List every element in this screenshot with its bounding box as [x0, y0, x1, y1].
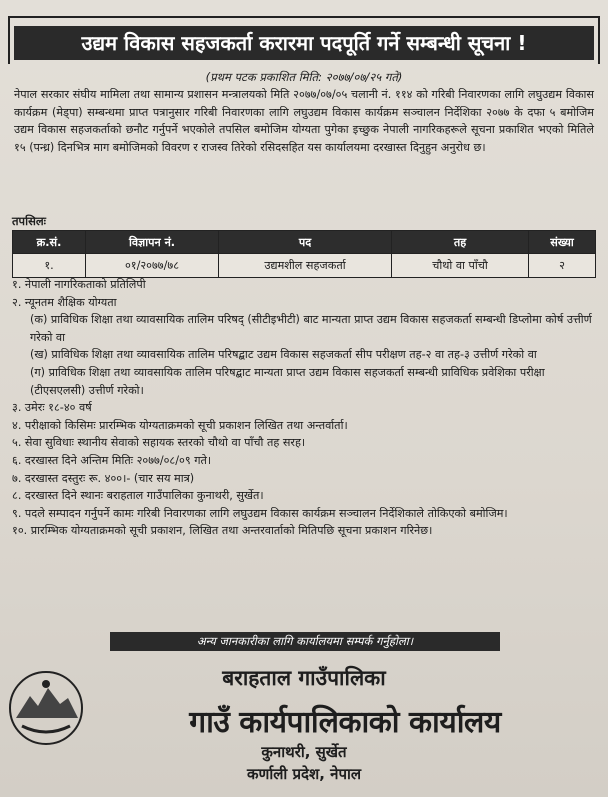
col-post: पद — [219, 231, 392, 254]
notice-body — [14, 86, 594, 156]
col-ad-no: विज्ञापन नं. — [86, 231, 219, 254]
req-5: ५. सेवा सुविधाः स्थानीय सेवाको सहायक स्तरको चौथो वा पाँचौ तह सरह। — [12, 436, 306, 450]
req-9: ९. पदले सम्पादन गर्नुपर्ने कामः गरिबी निवारणका लागि लघुउद्यम विकास कार्यक्रम सञ्चालन निर्देशिकाले तोकिएको बमोजिम। — [12, 506, 508, 520]
office-province: कर्णाली प्रदेश, नेपाल — [246, 765, 362, 783]
municipality-name: बराहताल गाउँपालिका — [222, 666, 386, 690]
req-2b: (ख) प्राविधिक शिक्षा तथा व्यावसायिक तालिम परिषद्बाट उद्यम विकास सहजकर्ता सीप परीक्षण तह-२ वा तह-३ उत्तीर्ण गरेको वा — [30, 348, 537, 362]
notice-title: उद्यम विकास सहजकर्ता करारमा पदपूर्ति गर्ने सम्बन्धी सूचना ! — [14, 26, 594, 60]
col-count: संख्या — [529, 231, 596, 254]
cell-sn: १. — [13, 254, 86, 278]
cell-level: चौथो वा पाँचौ — [392, 254, 529, 278]
req-4: ४. परीक्षाको किसिमः प्रारम्भिक योग्यताक्रमको सूची प्रकाशन लिखित तथा अन्तर्वार्ता। — [12, 418, 348, 432]
req-7: ७. दरखास्त दस्तुरः रू. ४००।- (चार सय मात्र) — [12, 471, 195, 485]
cell-post: उद्यमशील सहजकर्ता — [219, 254, 392, 278]
req-2: २. न्यूनतम शैक्षिक योग्यता — [12, 295, 117, 309]
cell-count: २ — [529, 254, 596, 278]
vacancy-table — [12, 230, 596, 278]
req-10: १०. प्रारम्भिक योग्यताक्रमको सूची प्रकाशन, लिखित तथा अन्तरवार्ताको मितिपछि सूचना प्रकाशन गरिनेछ। — [12, 524, 433, 538]
req-1: १. नेपाली नागरिकताको प्रतिलिपी — [12, 278, 146, 291]
contact-banner: अन्य जानकारीका लागि कार्यालयमा सम्पर्क गर्नुहोला। — [110, 632, 500, 651]
office-address: कुनाथरी, सुर्खेत — [261, 743, 347, 761]
req-3: ३. उमेरः १८-४० वर्ष — [12, 401, 92, 415]
req-2a: (क) प्राविधिक शिक्षा तथा व्यावसायिक तालिम परिषद् (सीटीइभीटी) बाट मान्यता प्राप्त उद्यम विकास सहजकर्ता सम्बन्धी डिप्लोमा कोर्ष उत्तीर्ण गरेको वा — [30, 313, 592, 344]
req-6: ६. दरखास्त दिने अन्तिम मितिः २०७७/०८/०९ गते। — [12, 453, 212, 467]
cell-ad-no: ०१/२०७७/७८ — [86, 254, 219, 278]
body-paragraph: नेपाल सरकार संघीय मामिला तथा सामान्य प्रशासन मन्त्रालयको मिति २०७७/०७/०५ चलानी नं. ११४ को गरिबी निवारणका लागि लघुउद्यम विकास कार्यक्रम (मेड्पा) सम्बन्धमा प्राप्त पत्रानुसार गरिबी निवारणका लागि लघुउद्यम विकास कार्यक्रम सञ्चालन निर्देशिका २०७७ के दफा ५ बमोजिम उद्यम विकास सहजकर्ताको छनौट गर्नुपर्ने भएकोले तपसिल बमोजिम योग्यता पुगेका इच्छुक नेपाली नागरिकहरूले सूचना प्रकाशित भएको मितिले १५ (पन्ध्र) दिनभित्र माग बमोजिमको विवरण र राजस्व तिरेको रसिदसहित यस कार्यालयमा दरखास्त दिनुहुन अनुरोध छ। — [14, 88, 594, 154]
office-name: गाउँ कार्यपालिकाको कार्यालय — [189, 705, 501, 740]
req-2c: (ग) प्राविधिक शिक्षा तथा व्यावसायिक तालिम परिषद्बाट मान्यता प्राप्त उद्यम विकास सहजकर्ता सम्बन्धी प्राविधिक प्रवेशिका परीक्षा (टीएसएलसी) उत्तीर्ण गरेको। — [30, 365, 545, 397]
tapsil-label: तपसिलः — [12, 214, 46, 228]
req-8: ८. दरखास्त दिने स्थानः बराहताल गाउँपालिका कुनाथरी, सुर्खेत। — [12, 489, 264, 503]
table-header-row — [13, 231, 596, 254]
publication-date: (प्रथम पटक प्रकाशित मिति: २०७७/०७/२५ गते) — [205, 70, 403, 84]
table-row — [13, 254, 596, 278]
requirements-list — [12, 276, 596, 540]
col-level: तह — [392, 231, 529, 254]
col-sn: क्र.सं. — [13, 231, 86, 254]
